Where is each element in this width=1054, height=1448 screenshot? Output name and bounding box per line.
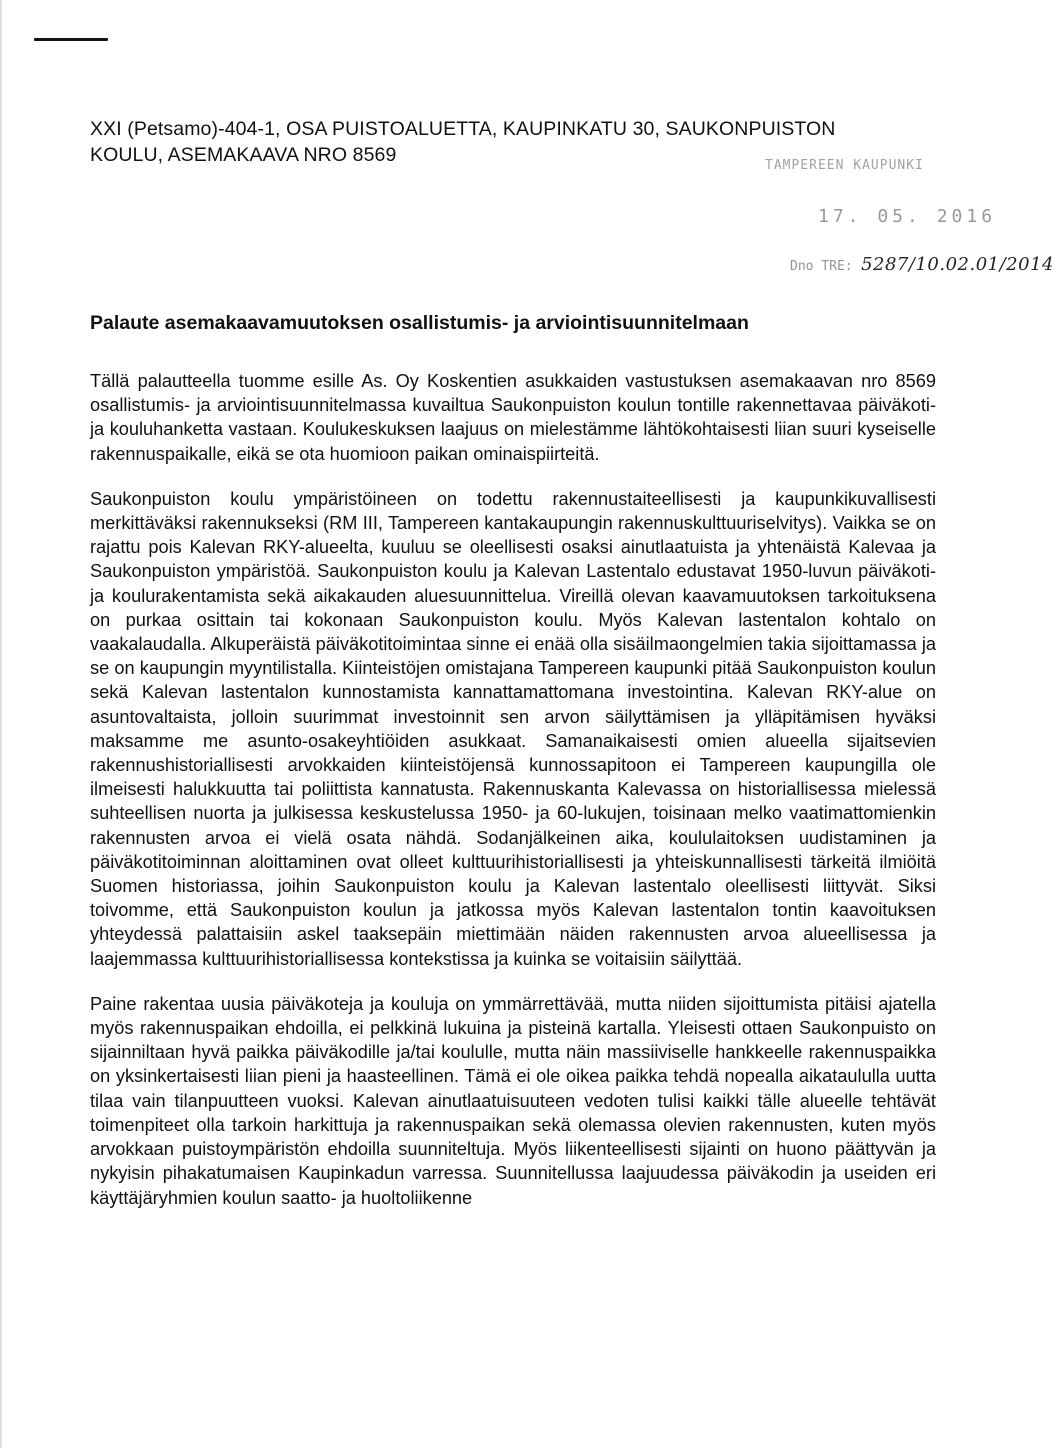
- stamp-reference-label: Dno TRE:: [790, 259, 853, 274]
- heading-line-2: KOULU, ASEMAKAAVA NRO 8569: [90, 144, 397, 166]
- paragraph-1: Tällä palautteella tuomme esille As. Oy Koskentien asukkaiden vastustuksen asemakaavan nro 8569 osallistumis- ja arviointisuunnitelmassa kuvailtua Saukonpuiston koulun tontille rakennettavaa päiväkoti- ja kouluhanketta vastaan. Koulukeskuksen laajuus on mielestämme lähtökohtaisesti liian suuri kyseiselle rakennuspaikalle, eikä se ota huomioon paikan ominaispiirteitä.: [90, 371, 936, 464]
- paragraph-2: Saukonpuiston koulu ympäristöineen on todettu rakennustaiteellisesti ja kaupunkikuvallisesti merkittäväksi rakennukseksi (RM III, Tampereen kantakaupungin rakennuskulttuuriselvitys). Vaikka se on rajattu pois Kalevan RKY-alueelta, kuuluu se oleellisesti osaksi ainutlaatuista ja yhtenäistä Kalevaa ja Saukonpuiston ympäristöä. Saukonpuiston koulu ja Kalevan Lastentalo edustavat 1950-luvun päiväkoti- ja koulurakentamista sekä aikakauden aluesuunnittelua. Vireillä olevan kaavamuutoksen tarkoituksena on purkaa osittain tai kokonaan Saukonpuiston koulu. Myös Kalevan lastentalon kohtalo on vaakalaudalla. Alkuperäistä päiväkotitoimintaa sinne ei enää olla sisäilmaongelmien takia sijoittamassa ja se on kaupungin myyntilistalla. Kiinteistöjen omistajana Tampereen kaupunki pitää Saukonpuiston koulun sekä Kalevan lastentalon kunnostamista kannattamattomana investointina. Kalevan RKY-alue on asuntovaltaista, jolloin suurimmat investoinnit sen arvon säilyttämisen ja ylläpitämisen hyväksi maksamme me asunto-osakeyhtiöiden asukkaat. Samanaikaisesti omien alueella sijaitsevien rakennushistoriallisesti arvokkaiden kiinteistöjensä kunnossapitoon ei Tampereen kaupungilla ole ilmeisesti halukkuutta tai poliittista kannatusta. Rakennuskanta Kalevassa on historiallisessa mielessä suhteellisen nuorta ja julkisessa keskustelussa 1950- ja 60-lukujen, toisinaan melko vaatimattomienkin rakennusten arvoa ei vielä osata nähdä. Sodanjälkeinen aika, koululaitoksen uudistaminen ja päiväkotitoiminnan aloittaminen ovat olleet kulttuurihistoriallisesti ja yhteiskunnallisesti tärkeitä ilmiöitä Suomen historiassa, joihin Saukonpuiston koulu ja Kalevan lastentalo oleellisesti liittyvät. Siksi toivomme, että Saukonpuiston koulun ja jatkossa myös Kalevan lastentalon tontin kaavoituksen yhteydessä palattaisiin askel taaksepäin miettimään näiden rakennusten arvoa alueellisessa ja laajemmassa kulttuurihistoriallisessa kontekstissa ja kuinka se voitaisiin säilyttää.: [90, 488, 936, 969]
- body-text: [90, 369, 936, 1231]
- heading-line-1: XXI (Petsamo)-404-1, OSA PUISTOALUETTA, KAUPINKATU 30, SAUKONPUISTON: [90, 118, 836, 140]
- scan-mark: [34, 38, 108, 41]
- stamp-organization: TAMPEREEN KAUPUNKI: [765, 158, 924, 173]
- subject-heading: Palaute asemakaavamuutoksen osallistumis- ja arviointisuunnitelmaan: [90, 312, 749, 334]
- paragraph-3: Paine rakentaa uusia päiväkoteja ja kouluja on ymmärrettävää, mutta niiden sijoittumista pitäisi ajatella myös rakennuspaikan ehdoilla, ei pelkkinä lukuina ja pisteinä kartalla. Yleisesti ottaen Saukonpuisto on sijainniltaan hyvä paikka päiväkodille ja/tai koululle, mutta näin massiiviselle hankkeelle rakennuspaikka on yksinkertaisesti liian pieni ja haasteellinen. Tämä ei ole oikea paikka tehdä nopealla aikataululla uutta tilaa vain tilanpuutteen vuoksi. Kalevan ainutlaatuisuuteen vedoten tulisi kaikki tälle alueelle tehtävät toimenpiteet olla tarkoin harkittuja ja rakennuspaikan sekä olemassa olevien rakennusten, kuten myös arvokkaan puistoympäristön ehdoilla suunniteltuja. Myös liikenteellisesti sijainti on huono päättyvän ja nykyisin pihakatumaisen Kaupinkadun varressa. Suunnitellussa laajuudessa päiväkodin ja useiden eri käyttäjäryhmien koulun saatto- ja huoltoliikenne: [90, 993, 936, 1208]
- handwritten-reference-number: 5287/10.02.01/2014: [861, 254, 1054, 275]
- stamp-date: 17. 05. 2016: [818, 206, 997, 227]
- stamp-reference: [790, 254, 1054, 275]
- scan-edge: [0, 0, 2, 1448]
